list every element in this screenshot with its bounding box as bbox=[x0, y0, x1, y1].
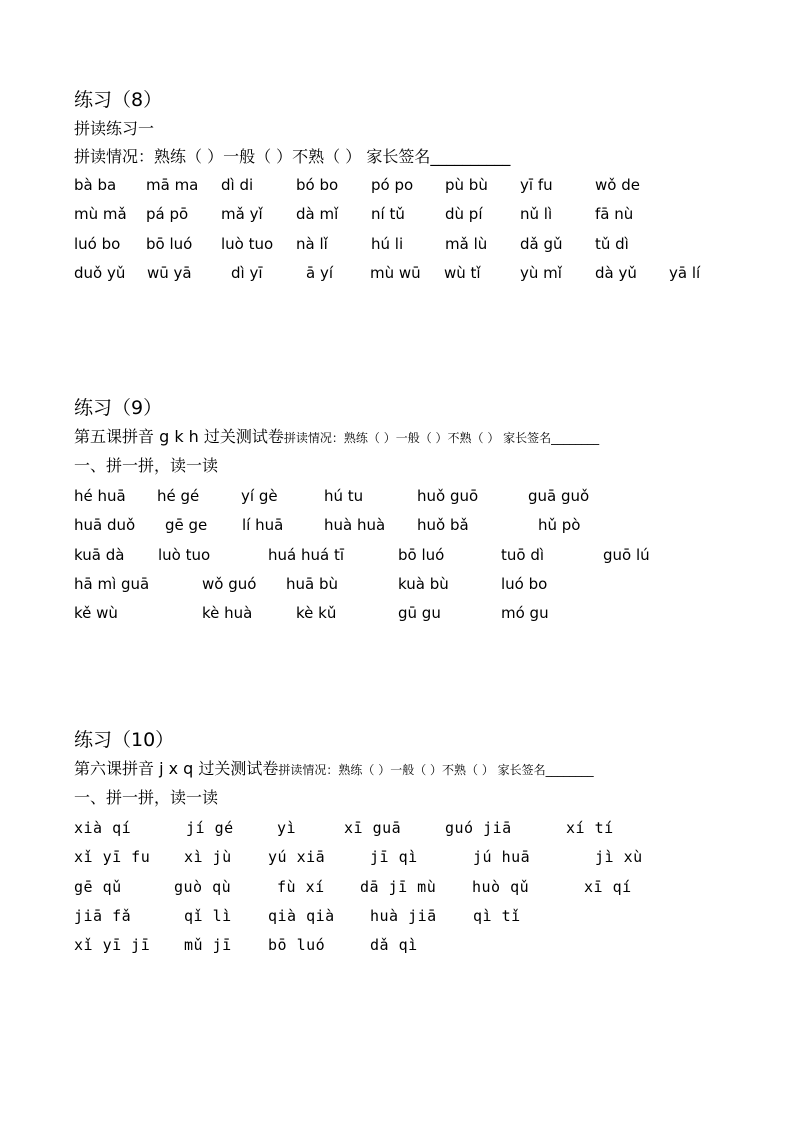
pinyin-word: kè kǔ bbox=[296, 604, 337, 623]
exercise-9-lesson-title: 第五课拼音 g k h 过关测试卷 bbox=[74, 427, 284, 446]
pinyin-word: nǔ lì bbox=[520, 205, 553, 224]
exercise-10-status-line: 拼读情况：熟练（ ）一般（ ）不熟（ ） 家长签名________ bbox=[278, 763, 594, 777]
pinyin-word: huā duǒ bbox=[74, 516, 136, 535]
pinyin-word: yù mǐ bbox=[520, 263, 562, 282]
pinyin-word: nà lǐ bbox=[296, 234, 328, 253]
pinyin-word: hé huā bbox=[74, 487, 126, 505]
word-row bbox=[74, 543, 754, 572]
pinyin-word: xī guā bbox=[344, 819, 402, 837]
word-row bbox=[74, 816, 754, 845]
exercise-9-subtitle bbox=[74, 425, 754, 449]
pinyin-word: dì di bbox=[221, 176, 254, 194]
pinyin-word: kè huà bbox=[202, 604, 253, 623]
pinyin-word: dà yǔ bbox=[595, 263, 637, 282]
word-row bbox=[74, 261, 754, 290]
pinyin-word: lí huā bbox=[242, 516, 284, 535]
pinyin-word: hā mì guā bbox=[74, 574, 150, 593]
pinyin-word: bà ba bbox=[74, 176, 117, 194]
pinyin-word: fù xí bbox=[277, 877, 325, 896]
pinyin-word: qǐ lì bbox=[184, 906, 232, 925]
pinyin-word: dà mǐ bbox=[296, 205, 339, 224]
exercise-8 bbox=[74, 88, 754, 290]
pinyin-word: xī qí bbox=[584, 877, 632, 896]
exercise-8-status-line: 拼读情况：熟练（ ）一般（ ）不熟（ ） 家长签名__________ bbox=[74, 147, 511, 166]
pinyin-word: gū gu bbox=[398, 604, 441, 623]
pinyin-word: jī qì bbox=[370, 848, 418, 867]
exercise-9 bbox=[74, 396, 754, 630]
pinyin-word: huá huá tī bbox=[268, 545, 344, 564]
word-row bbox=[74, 232, 754, 261]
word-row bbox=[74, 933, 754, 962]
pinyin-word: dǎ qì bbox=[370, 936, 418, 955]
exercise-8-word-grid bbox=[74, 173, 754, 290]
exercise-8-title: 练习（8） bbox=[74, 89, 163, 111]
pinyin-word: gē ge bbox=[165, 516, 208, 535]
exercise-10-title: 练习（10） bbox=[74, 729, 175, 751]
pinyin-word: hú tu bbox=[324, 487, 364, 505]
pinyin-word: yì bbox=[277, 819, 297, 837]
pinyin-word: pá pō bbox=[146, 205, 189, 224]
pinyin-word: kuà bù bbox=[398, 574, 449, 593]
pinyin-word: yí gè bbox=[241, 487, 278, 505]
pinyin-word: luó bo bbox=[74, 234, 121, 253]
pinyin-word: bō luó bbox=[146, 234, 193, 253]
pinyin-word: jiā fǎ bbox=[74, 906, 132, 925]
pinyin-word: duǒ yǔ bbox=[74, 263, 126, 282]
exercise-8-subtitle: 拼读练习一 bbox=[74, 119, 155, 138]
pinyin-word: yā lí bbox=[669, 263, 701, 282]
pinyin-word: mù wū bbox=[370, 263, 421, 282]
pinyin-word: guō lú bbox=[603, 545, 650, 564]
pinyin-word: xí tí bbox=[566, 819, 614, 837]
pinyin-word: guò qù bbox=[174, 877, 232, 896]
pinyin-word: mǔ jī bbox=[184, 936, 232, 955]
pinyin-word: dā jī mù bbox=[360, 877, 437, 896]
word-row bbox=[74, 202, 754, 231]
exercise-10 bbox=[74, 728, 754, 962]
pinyin-word: mù mǎ bbox=[74, 205, 127, 224]
pinyin-word: guó jiā bbox=[445, 819, 512, 837]
pinyin-word: huà huà bbox=[324, 516, 386, 535]
pinyin-word: wǒ de bbox=[595, 176, 640, 194]
pinyin-word: kě wù bbox=[74, 604, 118, 623]
pinyin-word: hé gé bbox=[157, 487, 200, 505]
exercise-9-heading: 一、拼一拼，读一读 bbox=[74, 456, 219, 475]
pinyin-word: huā bù bbox=[286, 574, 339, 593]
word-row bbox=[74, 875, 754, 904]
word-row bbox=[74, 173, 754, 202]
exercise-9-title: 练习（9） bbox=[74, 397, 163, 419]
pinyin-word: xǐ yī jī bbox=[74, 936, 151, 955]
pinyin-word: kuā dà bbox=[74, 545, 125, 564]
pinyin-word: mā ma bbox=[146, 176, 199, 194]
pinyin-word: hú li bbox=[371, 234, 404, 253]
word-row bbox=[74, 484, 754, 513]
exercise-9-status-line: 拼读情况：熟练（ ）一般（ ）不熟（ ） 家长签名________ bbox=[283, 431, 600, 445]
pinyin-word: huò qǔ bbox=[472, 877, 530, 896]
pinyin-word: huà jiā bbox=[370, 906, 437, 925]
pinyin-word: xì jù bbox=[184, 848, 232, 867]
exercise-9-word-grid bbox=[74, 484, 754, 630]
pinyin-word: gē qǔ bbox=[74, 877, 122, 896]
pinyin-word: dǎ gǔ bbox=[520, 234, 563, 253]
word-row bbox=[74, 513, 754, 542]
pinyin-word: dì yī bbox=[231, 263, 263, 282]
pinyin-word: bō luó bbox=[268, 936, 326, 955]
pinyin-word: wǒ guó bbox=[202, 574, 257, 593]
pinyin-word: dù pí bbox=[445, 205, 483, 224]
pinyin-word: qià qià bbox=[268, 906, 335, 925]
word-row bbox=[74, 601, 754, 630]
pinyin-word: fā nù bbox=[595, 205, 634, 224]
pinyin-word: wū yā bbox=[147, 263, 192, 282]
pinyin-word: qì tǐ bbox=[473, 906, 521, 925]
pinyin-word: luò tuo bbox=[158, 545, 211, 564]
pinyin-word: tǔ dì bbox=[595, 234, 629, 253]
word-row bbox=[74, 904, 754, 933]
pinyin-word: mó gu bbox=[501, 604, 549, 623]
pinyin-word: guā guǒ bbox=[528, 487, 590, 505]
pinyin-word: hǔ pò bbox=[538, 516, 581, 535]
exercise-10-heading: 一、拼一拼，读一读 bbox=[74, 788, 219, 807]
pinyin-word: ā yí bbox=[306, 263, 334, 282]
pinyin-word: huǒ bǎ bbox=[417, 516, 469, 535]
pinyin-word: pù bù bbox=[445, 176, 488, 194]
exercise-10-word-grid bbox=[74, 816, 754, 962]
pinyin-word: tuō dì bbox=[501, 545, 545, 564]
exercise-10-subtitle bbox=[74, 757, 754, 781]
pinyin-word: yú xiā bbox=[268, 848, 326, 867]
pinyin-word: bō luó bbox=[398, 545, 445, 564]
pinyin-word: wù tǐ bbox=[444, 263, 481, 282]
pinyin-word: mǎ yǐ bbox=[221, 205, 263, 224]
pinyin-word: huǒ guō bbox=[417, 487, 479, 505]
pinyin-word: pó po bbox=[371, 176, 414, 194]
pinyin-word: mǎ lù bbox=[445, 234, 488, 253]
pinyin-word: luò tuo bbox=[221, 234, 274, 253]
pinyin-word: bó bo bbox=[296, 176, 339, 194]
word-row bbox=[74, 845, 754, 874]
pinyin-word: luó bo bbox=[501, 574, 548, 593]
pinyin-word: yī fu bbox=[520, 176, 553, 194]
pinyin-word: xià qí bbox=[74, 819, 132, 837]
pinyin-word: jì xù bbox=[595, 848, 643, 867]
pinyin-word: jú huā bbox=[473, 848, 531, 867]
pinyin-word: xǐ yī fu bbox=[74, 848, 151, 867]
exercise-10-lesson-title: 第六课拼音 j x q 过关测试卷 bbox=[74, 759, 279, 778]
word-row bbox=[74, 572, 754, 601]
pinyin-word: ní tǔ bbox=[371, 205, 405, 224]
pinyin-word: jí gé bbox=[186, 819, 234, 837]
